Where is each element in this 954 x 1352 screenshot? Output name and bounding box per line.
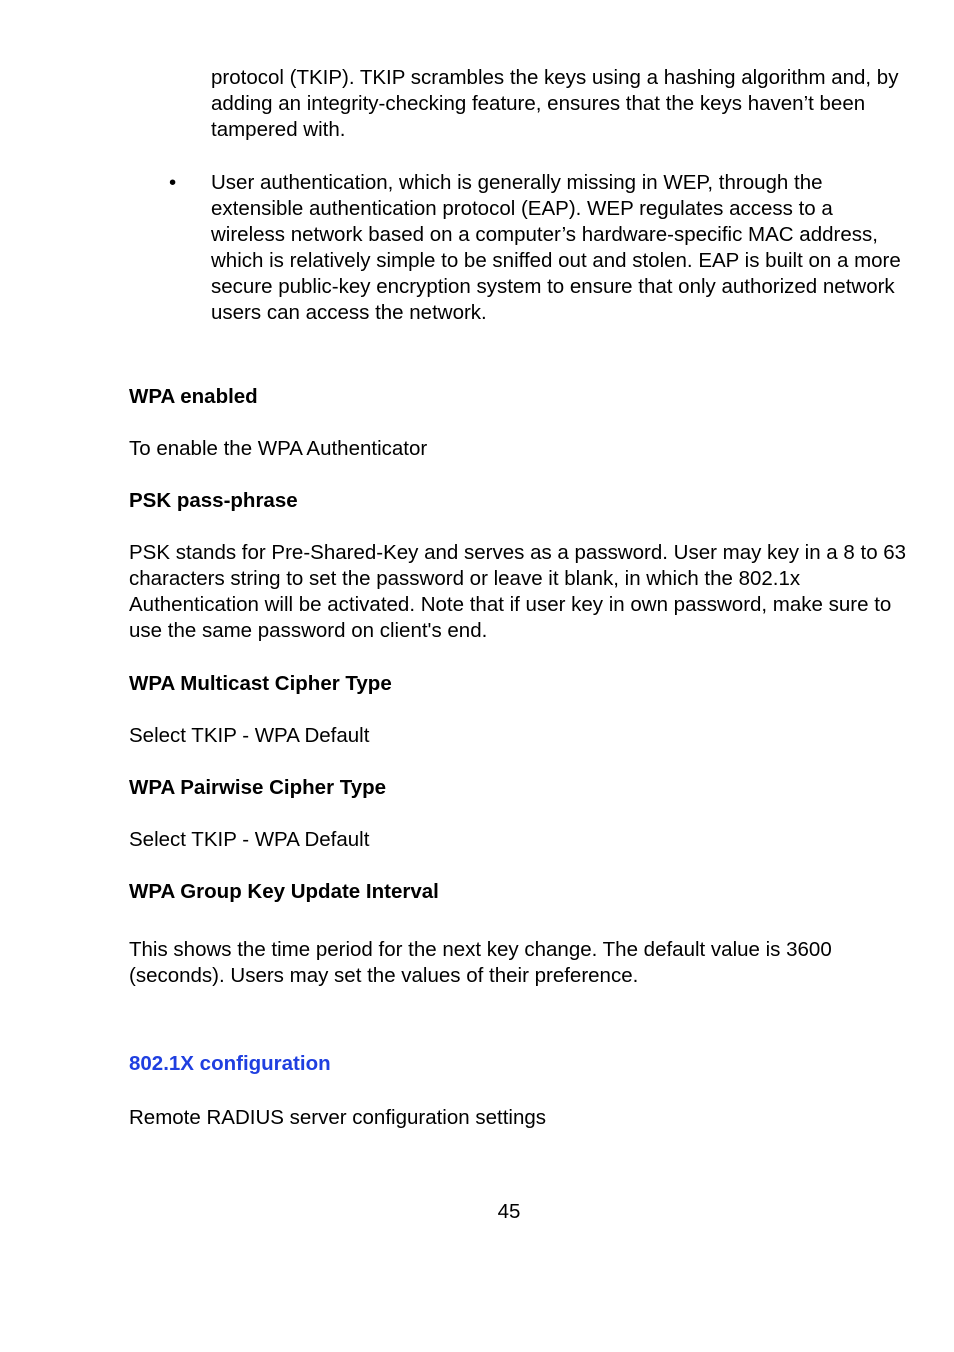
heading-psk-pass-phrase: PSK pass-phrase	[129, 489, 298, 512]
section-heading-802-1x-configuration: 802.1X configuration	[129, 1052, 331, 1075]
continued-paragraph: protocol (TKIP). TKIP scrambles the keys using a hashing algorithm and, by adding an integrity-checking feature, ensures that the keys haven’t been tampered with.	[211, 66, 899, 141]
heading-wpa-pairwise-cipher-type: WPA Pairwise Cipher Type	[129, 776, 387, 799]
heading-wpa-multicast-cipher-type: WPA Multicast Cipher Type	[129, 672, 392, 695]
body-wpa-pairwise-cipher-type: Select TKIP - WPA Default	[129, 828, 370, 851]
page-number: 45	[497, 1200, 521, 1223]
body-wpa-enabled: To enable the WPA Authenticator	[129, 437, 428, 460]
body-psk-pass-phrase: PSK stands for Pre-Shared-Key and serves as a password. User may key in a 8 to 63 characters string to set the password or leave it blank, in which the 802.1x Authentication will be activated. Note that if user key in own password, make sure to use the same password on client's end.	[129, 541, 907, 642]
bullet-marker: •	[169, 171, 177, 194]
bullet-text: User authentication, which is generally missing in WEP, through the extensible authentication protocol (EAP). WEP regulates access to a wireless network based on a computer’s hardware-specific MAC address, which is relatively simple to be sniffed out and stolen. EAP is built on a more secure public-key encryption system to ensure that only authorized network users can access the network.	[211, 171, 901, 324]
body-wpa-multicast-cipher-type: Select TKIP - WPA Default	[129, 724, 370, 747]
body-wpa-group-key-update-interval: This shows the time period for the next key change. The default value is 3600 (seconds). Users may set the values of their preference.	[129, 938, 832, 987]
body-802-1x-configuration: Remote RADIUS server configuration settings	[129, 1106, 547, 1129]
heading-wpa-enabled: WPA enabled	[129, 385, 258, 408]
heading-wpa-group-key-update-interval: WPA Group Key Update Interval	[129, 880, 439, 903]
